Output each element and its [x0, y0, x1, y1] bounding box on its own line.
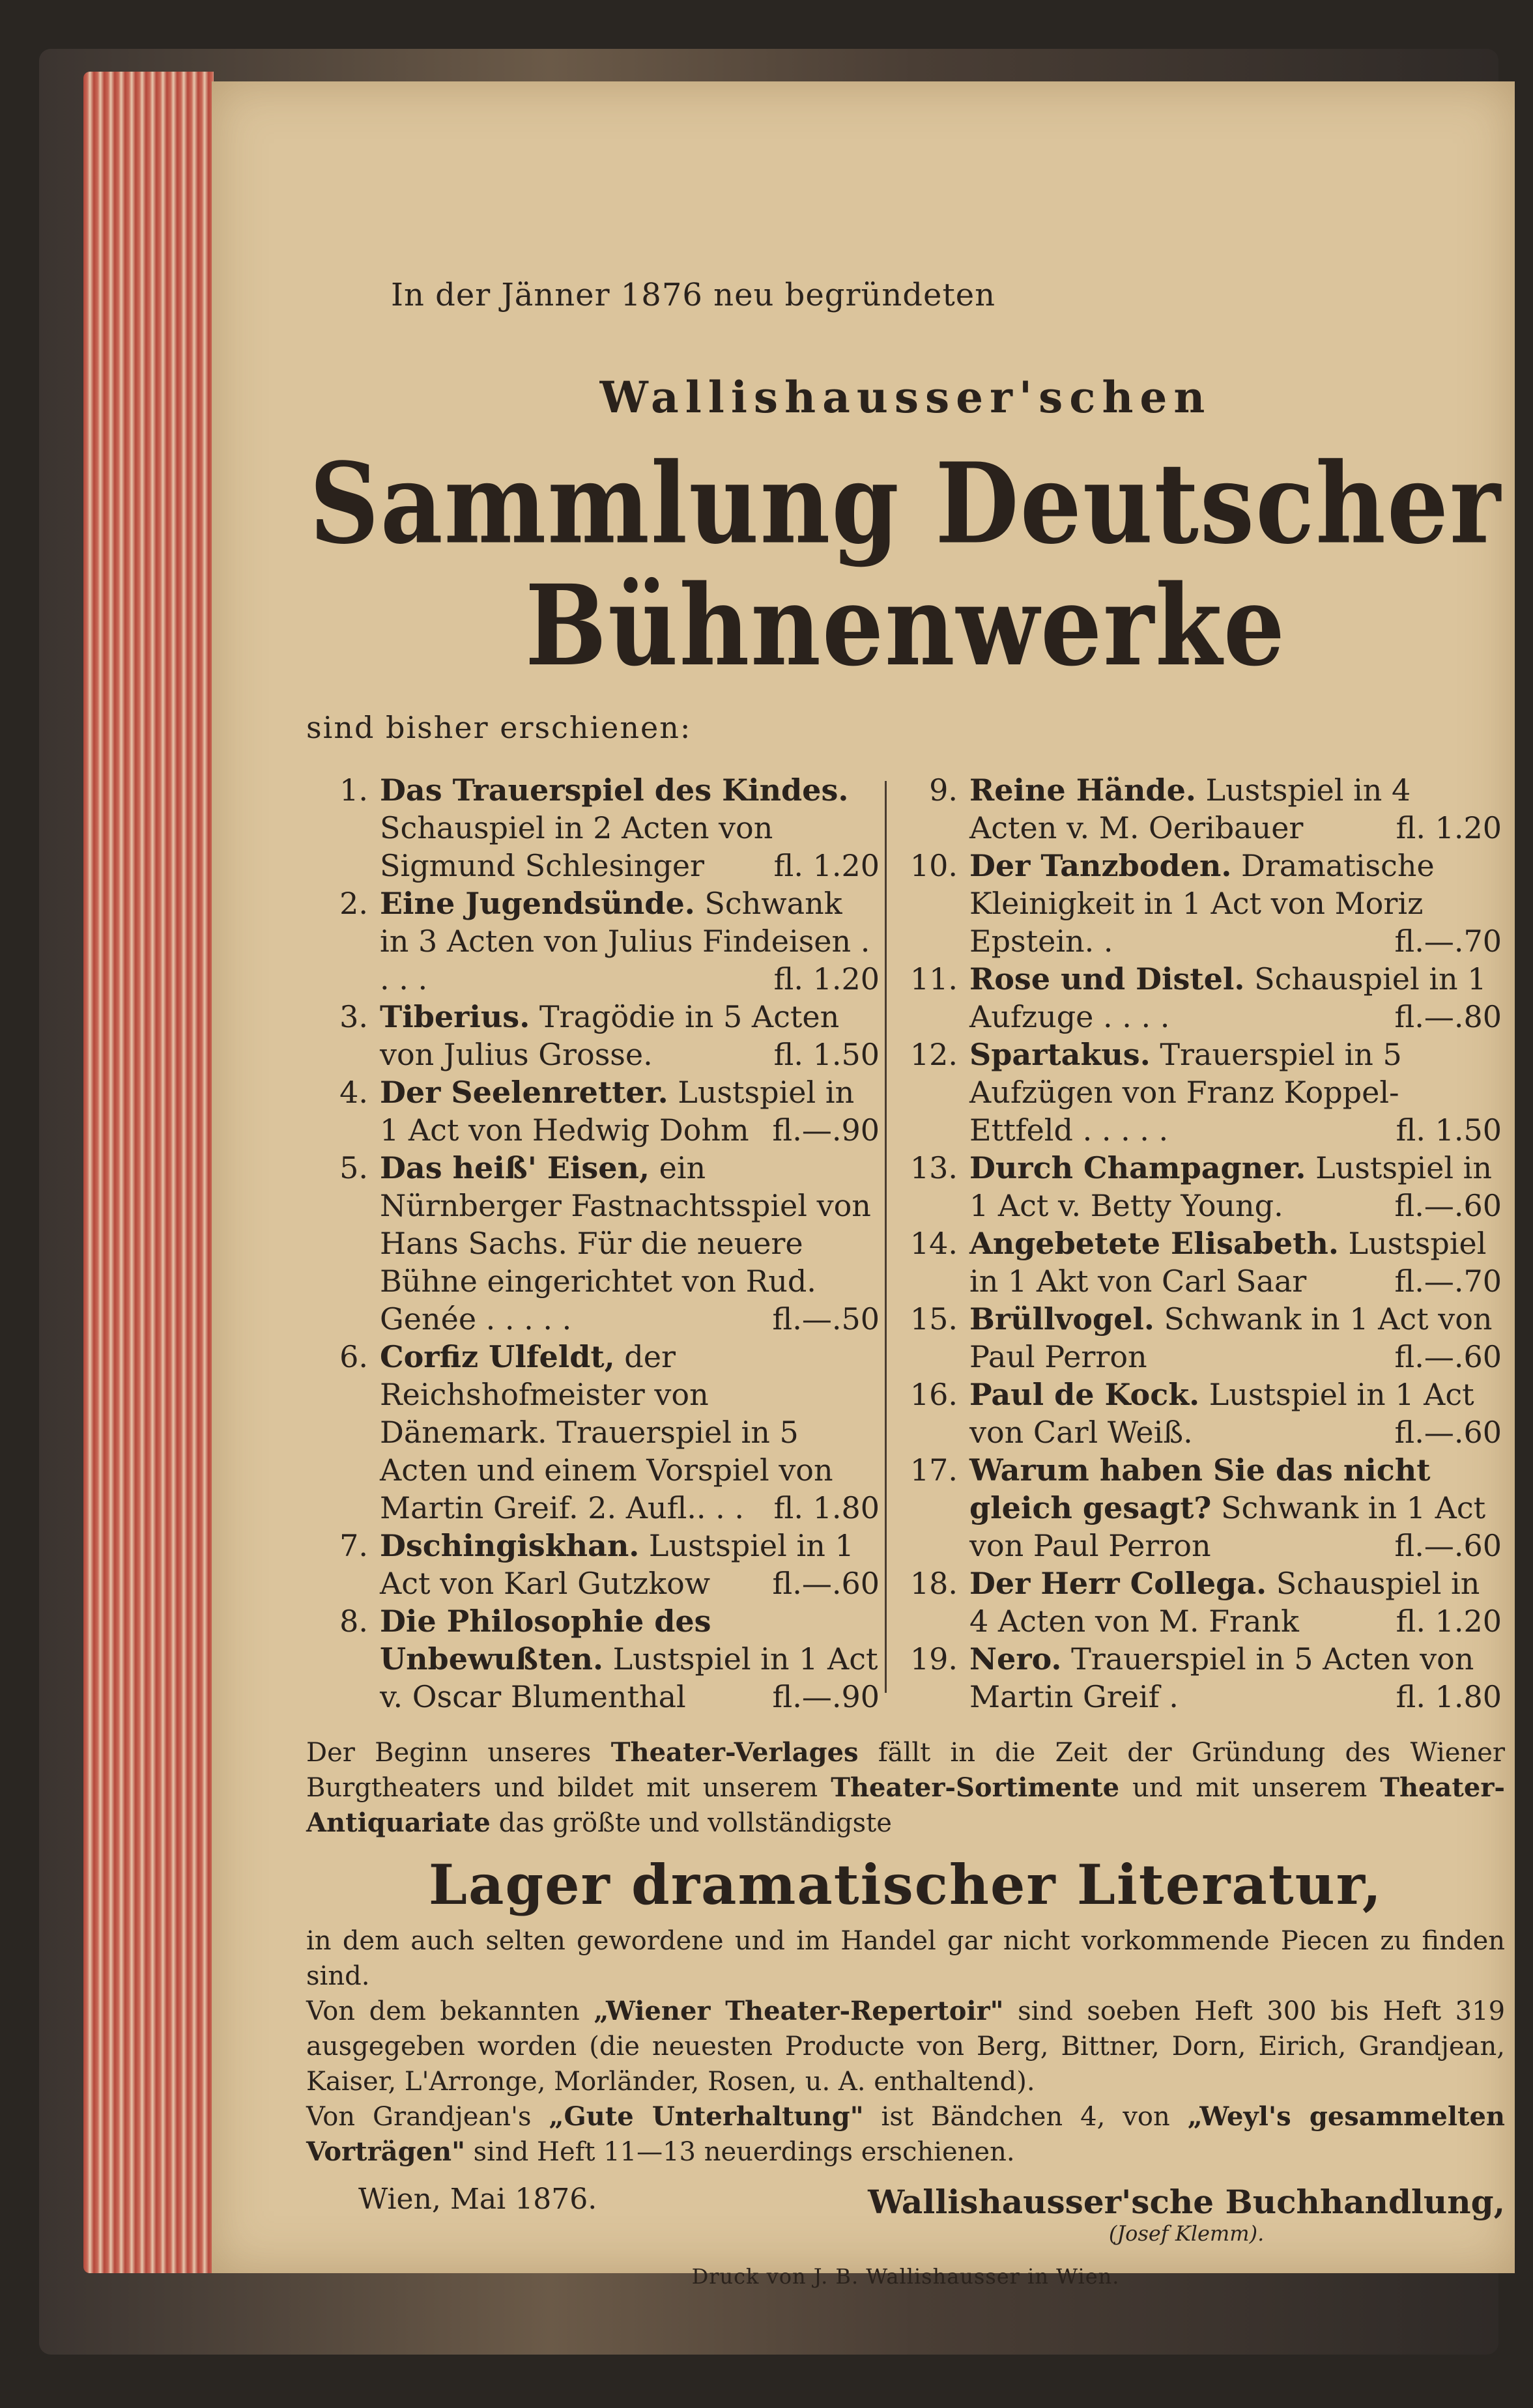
catalog-left-column — [306, 771, 880, 1716]
entry-number: 13. — [910, 1150, 958, 1185]
entry-title: Angebetete Elisabeth. — [969, 1225, 1339, 1261]
catalog-entry — [893, 1451, 1502, 1565]
entry-price: fl.—.70 — [1394, 1263, 1502, 1299]
catalog-entry — [306, 1602, 880, 1716]
entry-title: Reine Hände. — [969, 772, 1196, 808]
catalog-entry — [893, 1300, 1502, 1376]
column-divider — [885, 781, 887, 1693]
entry-price: fl. 1.50 — [1396, 1112, 1502, 1148]
entry-number: 15. — [910, 1301, 958, 1337]
signature-block — [306, 2183, 1505, 2246]
entry-price: fl. 1.20 — [773, 847, 880, 883]
bookshop-owner: (Josef Klemm). — [1108, 2220, 1265, 2246]
entry-number: 2. — [339, 885, 368, 921]
catalog-entry — [893, 847, 1502, 960]
catalog-entry — [306, 1149, 880, 1338]
entry-number: 19. — [910, 1641, 958, 1677]
entry-text: Lustspiel in 1 Act von Hedwig Dohm — [380, 1074, 855, 1148]
entry-number: 12. — [910, 1036, 958, 1072]
catalog-entry — [306, 998, 880, 1073]
notice-emphasis: Theater-Verlages — [610, 1736, 859, 1768]
entry-text: Trauerspiel in 5 Aufzügen von Franz Koppel-Ettfeld . . . . . — [969, 1036, 1402, 1148]
entry-price: fl. 1.50 — [773, 1036, 880, 1072]
entry-text: Schauspiel in 4 Acten von M. Frank — [969, 1565, 1480, 1639]
series-title: Sammlung Deutscher Bühnenwerke — [309, 438, 1502, 690]
notice-text: Von dem bekannten — [306, 1996, 580, 2026]
entry-price: fl. 1.20 — [773, 961, 880, 997]
entry-title: Der Seelenretter. — [380, 1074, 668, 1110]
notice-emphasis: „Gute Unterhaltung" — [549, 2101, 864, 2132]
entry-number: 5. — [339, 1150, 368, 1185]
entry-title: Paul de Kock. — [969, 1376, 1200, 1412]
catalog-entry — [893, 1225, 1502, 1300]
entry-price: fl. 1.80 — [1396, 1679, 1502, 1714]
entry-text: Schwank in 3 Acten von Julius Findeisen . . . . — [380, 885, 870, 997]
entry-text: Schauspiel in 1 Aufzuge . . . . — [969, 961, 1487, 1034]
entry-text: Tragödie in 5 Acten von Julius Grosse. — [380, 999, 840, 1072]
entry-title: Eine Jugendsünde. — [380, 885, 695, 921]
entry-title: Warum haben Sie das nicht gleich gesagt? — [969, 1452, 1431, 1525]
entry-price: fl.—.90 — [772, 1679, 880, 1714]
entry-text: Lustspiel in 4 Acten v. M. Oeribauer — [969, 772, 1411, 845]
entry-text: Lustspiel in 1 Act v. Betty Young. — [969, 1150, 1493, 1223]
entry-title: Tiberius. — [380, 999, 530, 1034]
bookshop-signature — [868, 2183, 1505, 2246]
catalog-right-column — [893, 771, 1502, 1716]
entry-text: der Reichshofmeister von Dänemark. Trauerspiel in 5 Acten und einem Vorspiel von Martin Greif. 2. Aufl.. . . — [380, 1339, 833, 1525]
entry-title: Dschingiskhan. — [380, 1527, 640, 1563]
place-date: Wien, Mai 1876. — [358, 2182, 597, 2216]
catalog-entry — [306, 885, 880, 998]
notice-text: sind soeben Heft 300 bis Heft 319 ausgegeben worden (die neuesten Producte von Berg, Bittner, Dorn, Eirich, Grandjean, Kaiser, L'Arronge, Morländer, Rosen, u. A. enthaltend). — [306, 1996, 1506, 2097]
lager-heading: Lager dramatischer Literatur, — [428, 1852, 1383, 1917]
entry-number: 3. — [339, 999, 368, 1034]
notice-text: Der Beginn unseres — [306, 1737, 592, 1768]
entry-title: Rose und Distel. — [969, 961, 1245, 997]
entry-number: 16. — [910, 1376, 958, 1412]
entry-number: 6. — [339, 1339, 368, 1374]
entry-title: Durch Champagner. — [969, 1150, 1306, 1185]
entry-text: Lustspiel in 1 Akt von Carl Saar — [969, 1225, 1487, 1299]
entry-title: Der Tanzboden. — [969, 847, 1232, 883]
catalog-entry — [893, 1565, 1502, 1640]
intro-line: In der Jänner 1876 neu begründeten — [391, 277, 996, 313]
book-page — [212, 81, 1515, 2289]
entry-text: Schauspiel in 2 Acten von Sigmund Schlesinger — [380, 810, 773, 883]
entry-price: fl.—.60 — [772, 1565, 880, 1601]
entry-number: 8. — [339, 1603, 368, 1639]
bookshop-name: Wallishausser'sche Buchhandlung, — [868, 2182, 1505, 2221]
entry-price: fl.—.60 — [1394, 1527, 1502, 1563]
entry-title: Spartakus. — [969, 1036, 1151, 1072]
catalog-entry — [893, 1036, 1502, 1149]
entry-price: fl.—.60 — [1394, 1187, 1502, 1223]
catalog-entry — [306, 1073, 880, 1149]
catalog-entry — [306, 771, 880, 885]
catalog-entry — [893, 771, 1502, 847]
entry-price: fl. 1.80 — [773, 1490, 880, 1525]
entry-price: fl.—.50 — [772, 1301, 880, 1337]
notice-text: und mit unserem — [1132, 1772, 1368, 1803]
entry-text: Schwank in 1 Act von Paul Perron — [969, 1490, 1486, 1563]
notice-text: Von Grandjean's — [306, 2101, 532, 2132]
notice-text: das größte und vollständigste — [498, 1807, 892, 1838]
entry-title: Die Philosophie des Unbewußten. — [380, 1603, 711, 1677]
notice-text: fällt in die Zeit der Gründung des Wiener Burgtheaters und bildet mit unserem — [306, 1737, 1506, 1803]
publisher-name: Wallishausser'schen — [599, 372, 1212, 423]
catalog-entry — [893, 1640, 1502, 1716]
entry-number: 1. — [339, 772, 368, 808]
page-content — [306, 277, 1505, 2289]
catalog-entry — [306, 1527, 880, 1602]
printer-imprint: Druck von J. B. Wallishausser in Wien. — [691, 2263, 1120, 2289]
notice-emphasis: Theater-Antiquariate — [306, 1772, 1506, 1838]
published-so-far: sind bisher erschienen: — [306, 709, 692, 745]
publisher-notice — [306, 1735, 1505, 1841]
entry-title: Der Herr Collega. — [969, 1565, 1267, 1601]
entry-number: 9. — [929, 772, 958, 808]
entry-number: 4. — [339, 1074, 368, 1110]
entry-text: Lustspiel in 1 Act von Carl Weiß. — [969, 1376, 1474, 1450]
entry-title: Nero. — [969, 1641, 1062, 1677]
entry-text: Dramatische Kleinigkeit in 1 Act von Moriz Epstein. . — [969, 847, 1435, 959]
entry-number: 11. — [910, 961, 958, 997]
entry-number: 17. — [910, 1452, 958, 1488]
catalog-entry — [893, 1149, 1502, 1225]
entry-number: 10. — [910, 847, 958, 883]
entry-title: Corfiz Ulfeldt, — [380, 1339, 615, 1374]
notice-text: ist Bändchen 4, von — [881, 2101, 1170, 2132]
entry-price: fl.—.60 — [1394, 1339, 1502, 1374]
entry-text: Trauerspiel in 5 Acten von Martin Greif . — [969, 1641, 1474, 1714]
entry-text: Lustspiel in 1 Act v. Oscar Blumenthal — [380, 1641, 878, 1714]
catalog-entry — [893, 960, 1502, 1036]
catalog-entry — [893, 1376, 1502, 1451]
entry-title: Brüllvogel. — [969, 1301, 1154, 1337]
entry-price: fl. 1.20 — [1396, 810, 1502, 845]
page-edges — [83, 72, 214, 2273]
entry-number: 7. — [339, 1527, 368, 1563]
notice-paragraph — [306, 2099, 1505, 2170]
entry-price: fl.—.60 — [1394, 1414, 1502, 1450]
entry-price: fl.—.80 — [1394, 999, 1502, 1034]
notice-emphasis: Theater-Sortimente — [831, 1772, 1120, 1803]
catalog-entry — [306, 1338, 880, 1527]
entry-title: Das heiß' Eisen, — [380, 1150, 650, 1185]
notice-paragraph: in dem auch selten gewordene und im Handel gar nicht vorkommende Piecen zu finden sind. — [306, 1925, 1505, 1991]
notice-text: sind Heft 11—13 neuerdings erschienen. — [473, 2136, 1015, 2167]
entry-text: Schwank in 1 Act von Paul Perron — [969, 1301, 1493, 1374]
entry-text: Lustspiel in 1 Act von Karl Gutzkow — [380, 1527, 854, 1601]
entry-text: ein Nürnberger Fastnachtsspiel von Hans Sachs. Für die neuere Bühne eingerichtet von Rud. Genée . . . . . — [380, 1150, 871, 1337]
notice-emphasis: „Wiener Theater-Repertoir" — [594, 1995, 1004, 2026]
entry-price: fl.—.70 — [1394, 923, 1502, 959]
catalog-columns — [306, 771, 1505, 1714]
notice-paragraph — [306, 1994, 1505, 2099]
entry-title: Das Trauerspiel des Kindes. — [380, 772, 849, 808]
entry-number: 18. — [910, 1565, 958, 1601]
notice-emphasis: „Weyl's gesammelten Vorträgen" — [306, 2101, 1506, 2167]
entry-number: 14. — [910, 1225, 958, 1261]
entry-price: fl.—.90 — [772, 1112, 880, 1148]
entry-price: fl. 1.20 — [1396, 1603, 1502, 1639]
